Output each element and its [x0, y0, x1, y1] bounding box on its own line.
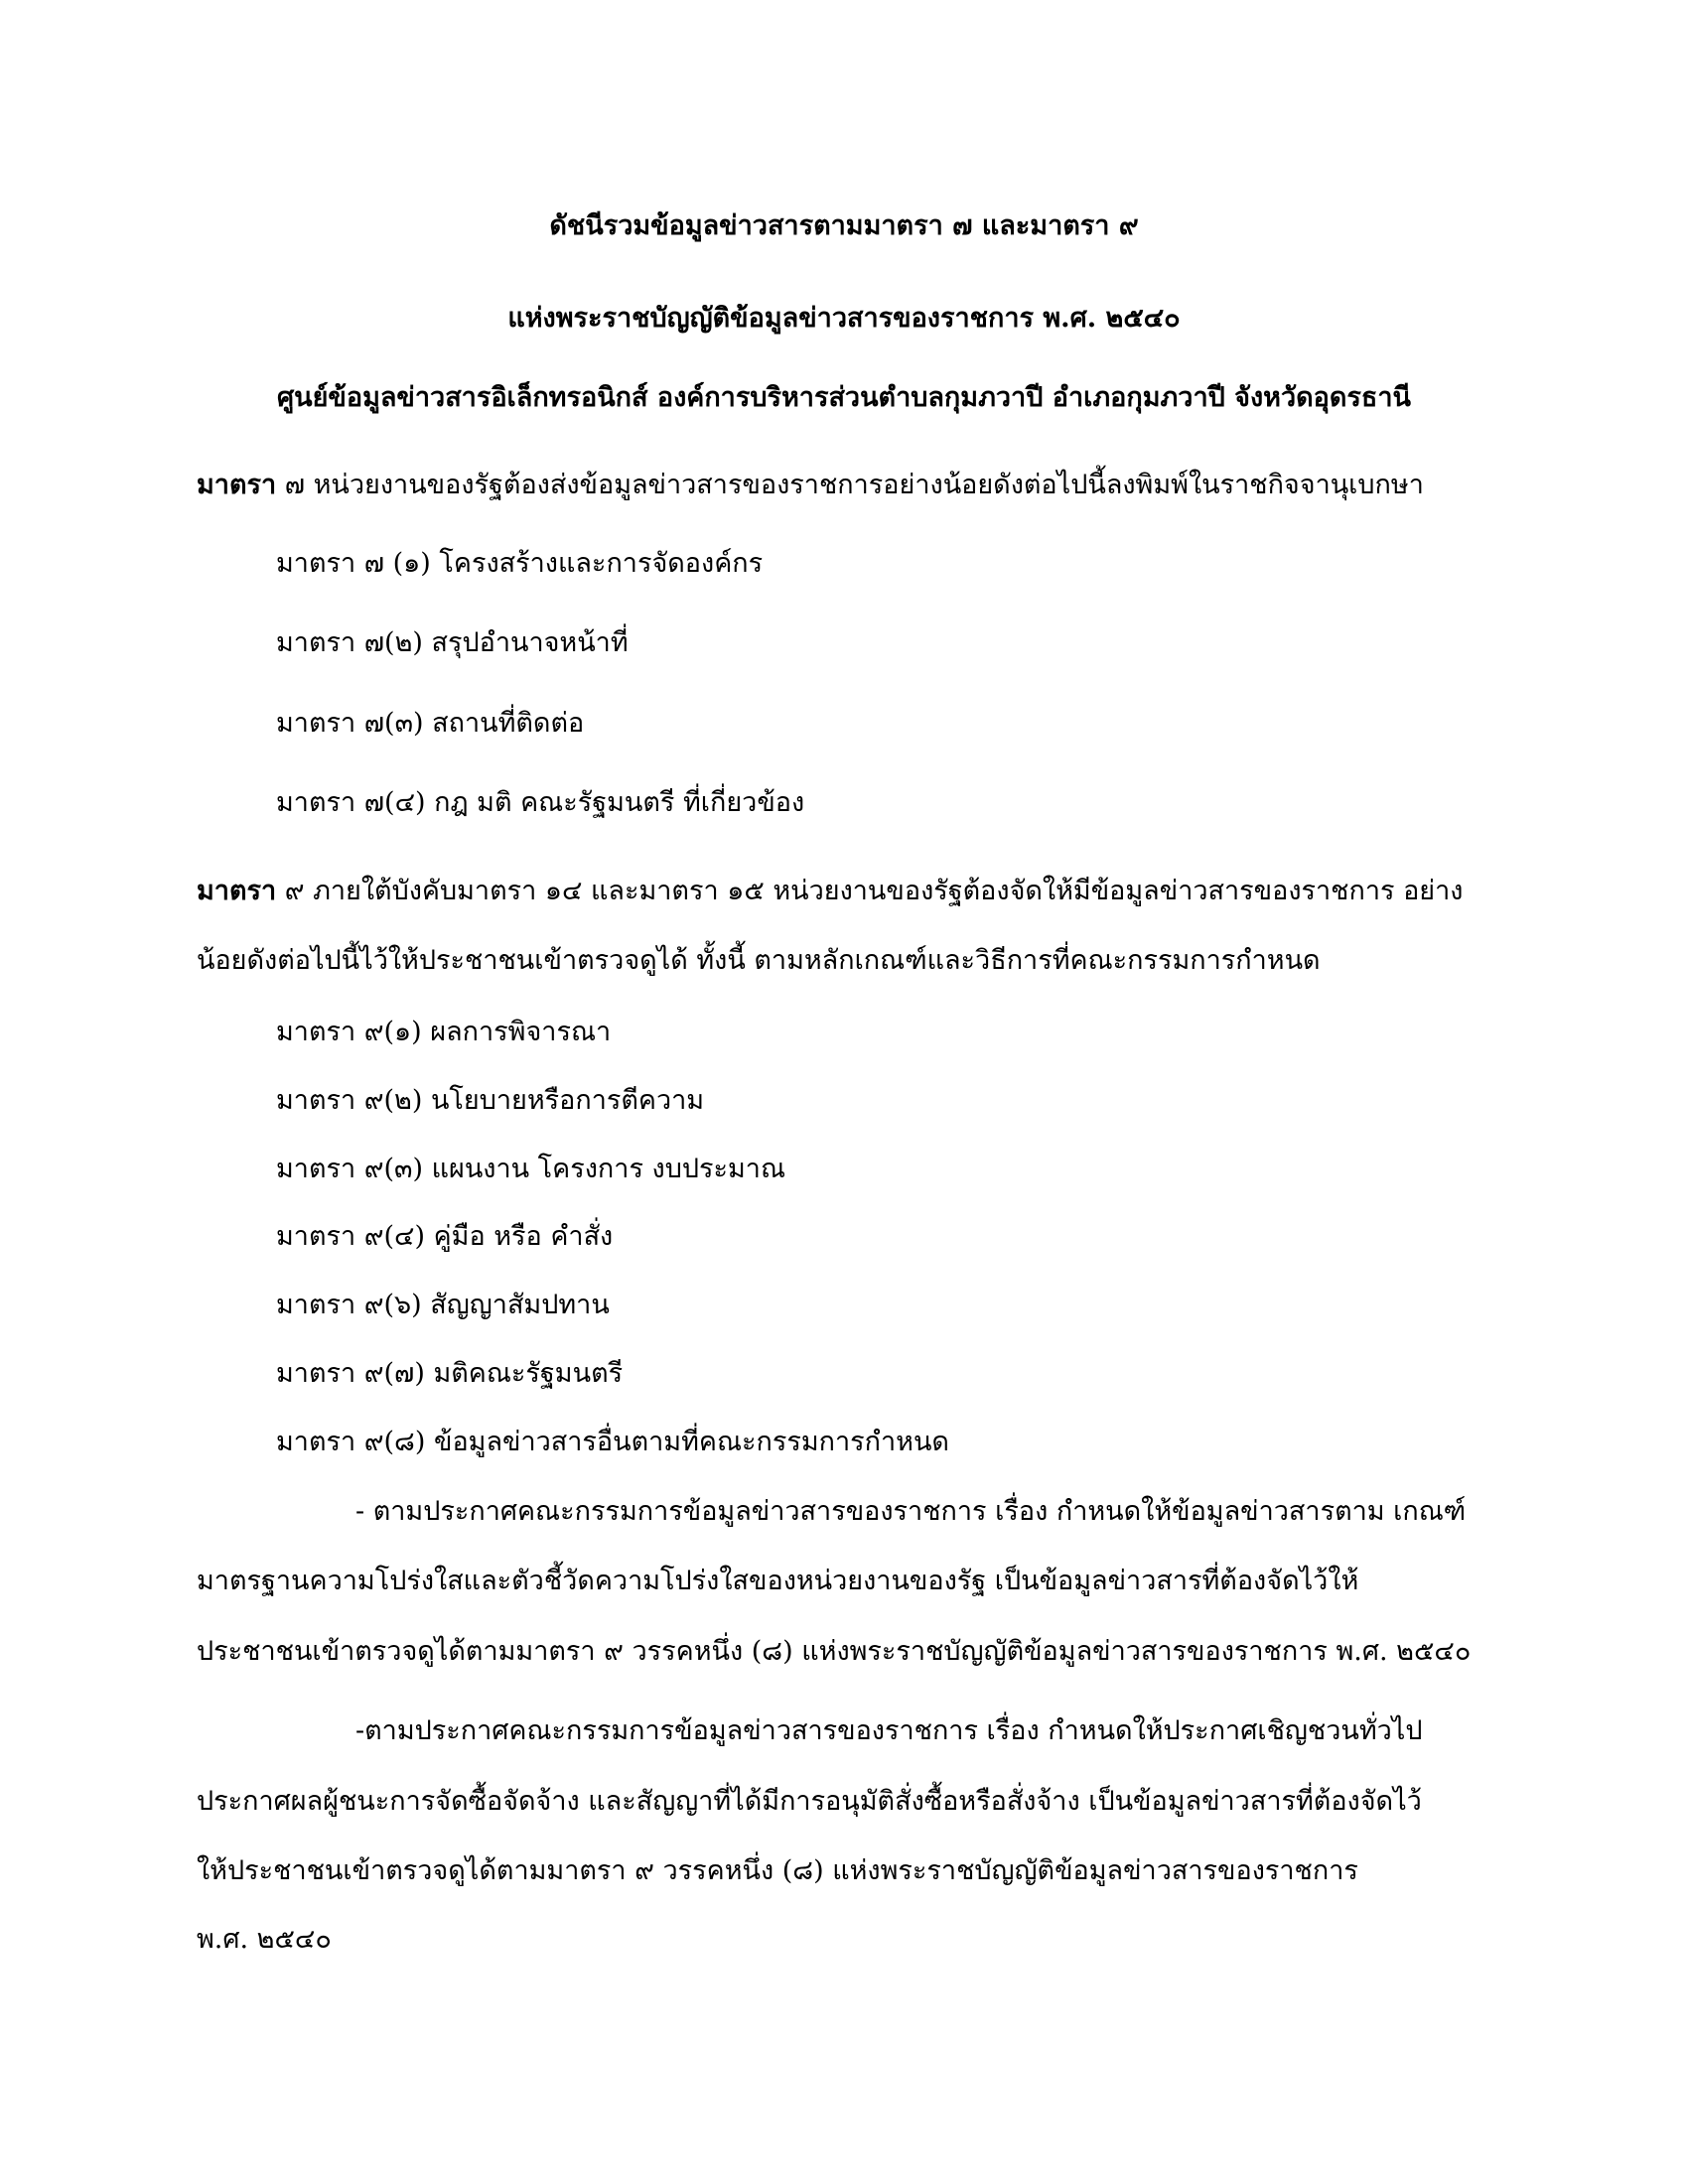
announcement-2-line-3: ให้ประชาชนเข้าตรวจดูได้ตามมาตรา ๙ วรรคหนึ่ง (๘) แห่งพระราชบัญญัติข้อมูลข่าวสารของราชการ	[197, 1855, 1358, 1886]
section-9-item-7: มาตรา ๙(๘) ข้อมูลข่าวสารอื่นตามที่คณะกรรมการกำหนด	[276, 1427, 949, 1457]
announcement-2-line-1: -ตามประกาศคณะกรรมการข้อมูลข่าวสารของราชการ เรื่อง กำหนดให้ประกาศเชิญชวนทั่วไป	[355, 1715, 1423, 1746]
announcement-1-line-3: ประชาชนเข้าตรวจดูได้ตามมาตรา ๙ วรรคหนึ่ง (๘) แห่งพระราชบัญญัติข้อมูลข่าวสารของราชการ พ.ศ. ๒๕๔๐	[197, 1636, 1472, 1667]
section-9-item-1: มาตรา ๙(๑) ผลการพิจารณา	[276, 1017, 612, 1047]
section-7-item-1: มาตรา ๗ (๑) โครงสร้างและการจัดองค์กร	[276, 548, 764, 579]
announcement-2-line-2: ประกาศผลผู้ชนะการจัดซื้อจัดจ้าง และสัญญาที่ได้มีการอนุมัติสั่งซื้อหรือสั่งจ้าง เป็นข้อมูลข่าวสารที่ต้องจัดไว้	[197, 1786, 1422, 1817]
section-9-label: มาตรา	[197, 876, 277, 906]
section-9-heading	[197, 869, 1463, 911]
section-7-item-2: มาตรา ๗(๒) สรุปอำนาจหน้าที่	[276, 627, 629, 658]
section-9-text-line-2: น้อยดังต่อไปนี้ไว้ให้ประชาชนเข้าตรวจดูได้ ทั้งนี้ ตามหลักเกณฑ์และวิธีการที่คณะกรรมการกำหนด	[197, 945, 1321, 976]
section-7-text: ๗ หน่วยงานของรัฐต้องส่งข้อมูลข่าวสารของราชการอย่างน้อยดังต่อไปนี้ลงพิมพ์ในราชกิจจานุเบกษา	[276, 470, 1424, 500]
section-7-label: มาตรา	[197, 470, 277, 500]
announcement-2-line-4: พ.ศ. ๒๕๔๐	[197, 1924, 332, 1955]
title-line-1: ดัชนีรวมข้อมูลข่าวสารตามมาตรา ๗ และมาตรา ๙	[549, 210, 1139, 241]
announcement-1-line-1: - ตามประกาศคณะกรรมการข้อมูลข่าวสารของราชการ เรื่อง กำหนดให้ข้อมูลข่าวสารตาม เกณฑ์	[355, 1496, 1467, 1527]
section-9-item-4: มาตรา ๙(๔) คู่มือ หรือ คำสั่ง	[276, 1221, 614, 1252]
announcement-1-line-2: มาตรฐานความโปร่งใสและตัวชี้วัดความโปร่งใสของหน่วยงานของรัฐ เป็นข้อมูลข่าวสารที่ต้องจัดไว้ให้	[197, 1566, 1359, 1596]
title-line-3: ศูนย์ข้อมูลข่าวสารอิเล็กทรอนิกส์ องค์การบริหารส่วนตำบลกุมภวาปี อำเภอกุมภวาปี จังหวัดอุดรธานี	[276, 382, 1411, 413]
section-9-item-6: มาตรา ๙(๗) มติคณะรัฐมนตรี	[276, 1358, 624, 1389]
section-7-item-3: มาตรา ๗(๓) สถานที่ติดต่อ	[276, 708, 585, 739]
section-9-item-2: มาตรา ๙(๒) นโยบายหรือการตีความ	[276, 1085, 705, 1116]
title-line-2: แห่งพระราชบัญญัติข้อมูลข่าวสารของราชการ พ.ศ. ๒๕๔๐	[507, 303, 1181, 334]
section-9-item-5: มาตรา ๙(๖) สัญญาสัมปทาน	[276, 1290, 610, 1320]
section-7-item-4: มาตรา ๗(๔) กฎ มติ คณะรัฐมนตรี ที่เกี่ยวข้อง	[276, 787, 805, 818]
section-7-heading	[197, 463, 1424, 505]
section-9-item-3: มาตรา ๙(๓) แผนงาน โครงการ งบประมาณ	[276, 1154, 785, 1184]
section-9-text-line-1: ๙ ภายใต้บังคับมาตรา ๑๔ และมาตรา ๑๕ หน่วยงานของรัฐต้องจัดให้มีข้อมูลข่าวสารของราชการ อย่าง	[276, 876, 1464, 906]
